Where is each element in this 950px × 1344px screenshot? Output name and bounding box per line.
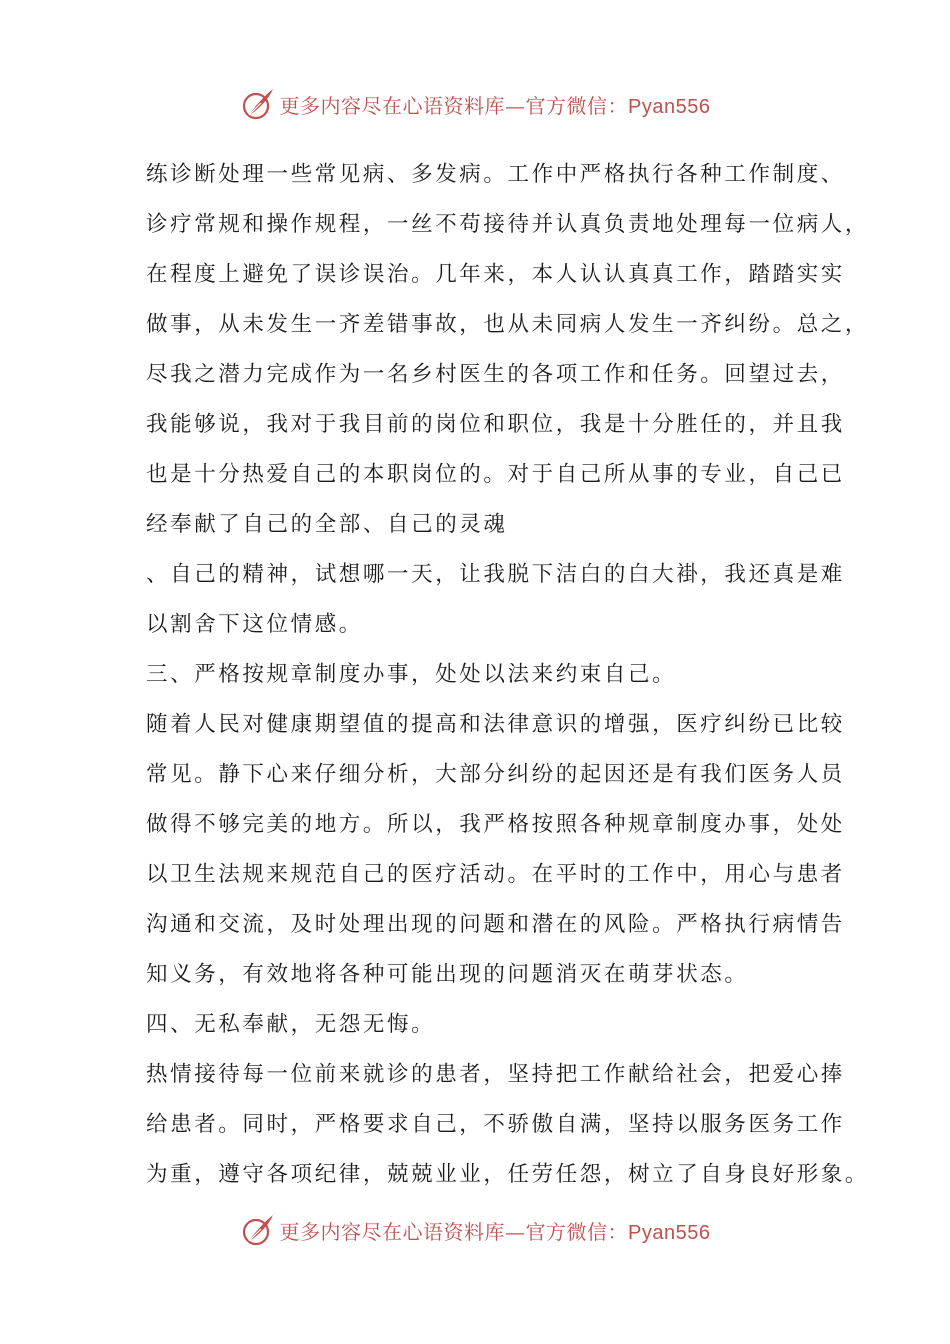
- body-line: 经奉献了自己的全部、自己的灵魂: [146, 512, 508, 537]
- body-line: 热情接待每一位前来就诊的患者，坚持把工作献给社会，把爱心捧: [146, 1062, 845, 1087]
- section-heading-4: 四、无私奉献，无怨无悔。: [146, 1012, 436, 1037]
- header-text: 更多内容尽在心语资料库—官方微信：Pyan556: [279, 93, 711, 118]
- footer-wechat-id: Pyan556: [628, 1221, 711, 1244]
- body-line: 常见。静下心来仔细分析，大部分纠纷的起因还是有我们医务人员: [146, 762, 845, 787]
- body-line: 在程度上避免了误诊误治。几年来，本人认认真真工作，踏踏实实: [146, 262, 845, 287]
- body-line: 也是十分热爱自己的本职岗位的。对于自己所从事的专业，自己已: [146, 462, 845, 487]
- body-line: 为重，遵守各项纪律，兢兢业业，任劳任怨，树立了自身良好形象。: [146, 1162, 870, 1187]
- footer-text: 更多内容尽在心语资料库—官方微信：Pyan556: [279, 1219, 711, 1244]
- body-line: 以卫生法规来规范自己的医疗活动。在平时的工作中，用心与患者: [146, 862, 845, 887]
- body-line: 沟通和交流，及时处理出现的问题和潜在的风险。严格执行病情告: [146, 912, 845, 937]
- header-wechat-id: Pyan556: [628, 95, 711, 118]
- body-line: 做事，从未发生一齐差错事故，也从未同病人发生一齐纠纷。总之，: [146, 312, 870, 337]
- quill-pen-icon: [240, 86, 276, 122]
- body-line: 以割舍下这位情感。: [146, 612, 363, 637]
- body-line: 给患者。同时，严格要求自己，不骄傲自满，坚持以服务医务工作: [146, 1112, 845, 1137]
- body-line: 练诊断处理一些常见病、多发病。工作中严格执行各种工作制度、: [146, 162, 845, 187]
- body-line: 尽我之潜力完成作为一名乡村医生的各项工作和任务。回望过去，: [146, 362, 845, 387]
- quill-pen-icon: [240, 1212, 276, 1248]
- header-banner: [0, 84, 950, 124]
- body-line: 知义务，有效地将各种可能出现的问题消灭在萌芽状态。: [146, 962, 749, 987]
- body-line: 我能够说，我对于我目前的岗位和职位，我是十分胜任的，并且我: [146, 412, 845, 437]
- body-line: 随着人民对健康期望值的提高和法律意识的增强，医疗纠纷已比较: [146, 712, 845, 737]
- body-line: 诊疗常规和操作规程，一丝不苟接待并认真负责地处理每一位病人，: [146, 212, 870, 237]
- body-line: 、自己的精神，试想哪一天，让我脱下洁白的白大褂，我还真是难: [146, 562, 845, 587]
- document-body: [146, 150, 870, 1200]
- footer-banner: [0, 1210, 950, 1250]
- section-heading-3: 三、严格按规章制度办事，处处以法来约束自己。: [146, 662, 677, 687]
- body-line: 做得不够完美的地方。所以，我严格按照各种规章制度办事，处处: [146, 812, 845, 837]
